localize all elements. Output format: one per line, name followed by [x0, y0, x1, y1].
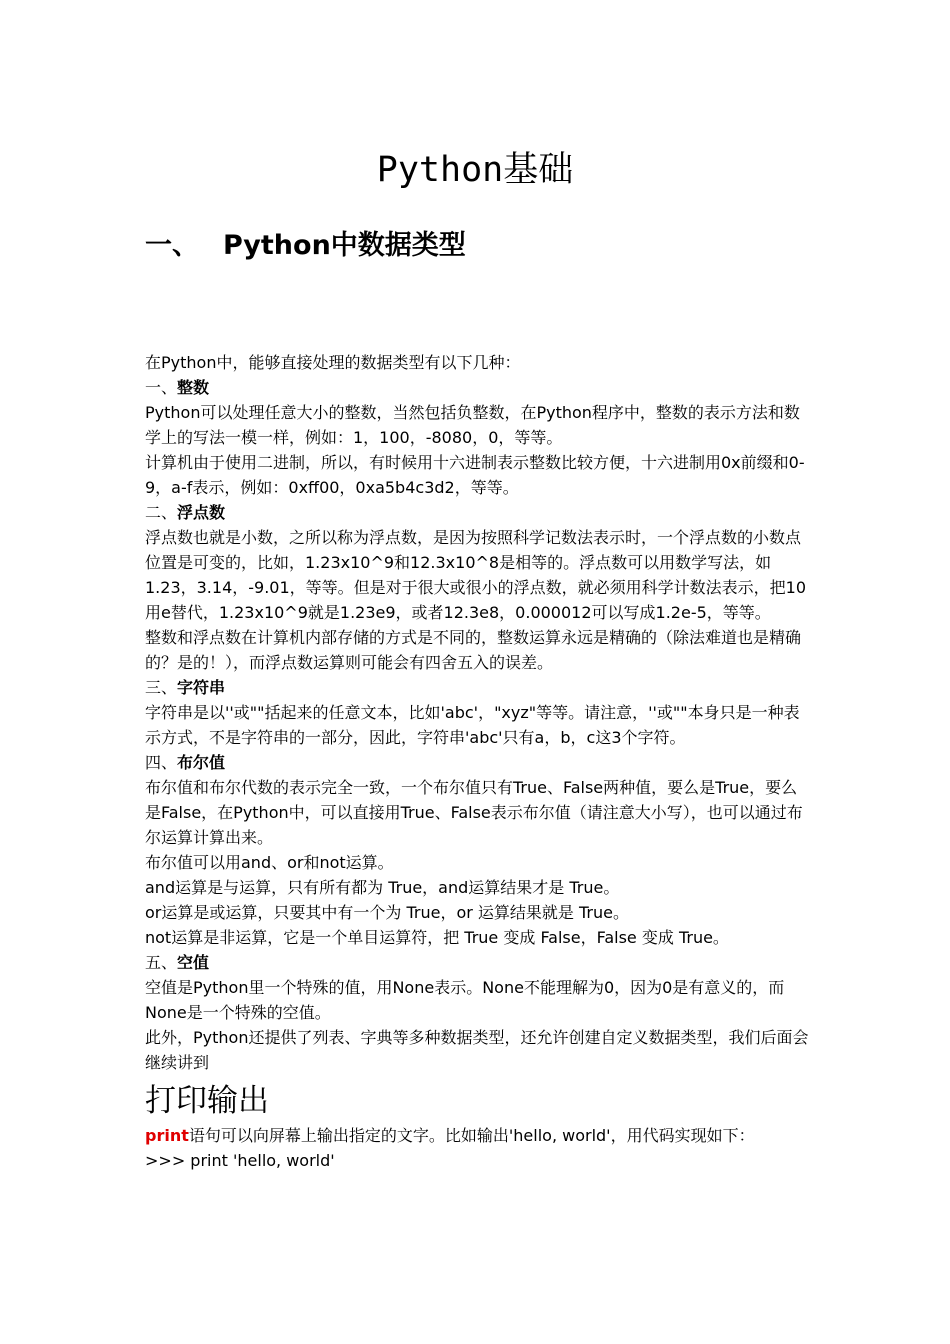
subsection-name: 空值 [177, 953, 210, 972]
paragraph: not运算是非运算，它是一个单目运算符，把 True 变成 False，False 变成 True。 [145, 928, 729, 947]
subsection-prefix: 五、 [145, 953, 178, 972]
paragraph: 此外，Python还提供了列表、字典等多种数据类型，还允许创建自定义数据类型，我们后面会继续讲到 [145, 1028, 809, 1072]
print-paragraph [145, 1123, 810, 1148]
print-description: 语句可以向屏幕上输出指定的文字。比如输出'hello, world'，用代码实现如下： [188, 1126, 755, 1145]
subsection-title-string [145, 675, 810, 700]
paragraph: and运算是与运算，只有所有都为 True，and运算结果才是 True。 [145, 878, 620, 897]
subsection-prefix: 一、 [145, 378, 178, 397]
paragraph: 布尔值和布尔代数的表示完全一致，一个布尔值只有True、False两种值，要么是True，要么是False，在Python中，可以直接用True、False表示布尔值（请注意大小写），也可以通过布尔运算计算出来。 [145, 778, 803, 847]
subsection-name: 浮点数 [177, 503, 226, 522]
subheading-print-output: 打印输出 [145, 1083, 269, 1119]
code-line: >>> print 'hello, world' [145, 1151, 335, 1170]
print-keyword: print [145, 1126, 189, 1145]
paragraph: 浮点数也就是小数，之所以称为浮点数，是因为按照科学记数法表示时，一个浮点数的小数点位置是可变的，比如，1.23x10^9和12.3x10^8是相等的。浮点数可以用数学写法，如1.23，3.14，-9.01，等等。但是对于很大或很小的浮点数，就必须用科学计数法表示，把10用e替代，1.23x10^9就是1.23e9，或者12.3e8，0.000012可以写成1.2e-5，等等。 [145, 528, 807, 622]
heading-number: 一、 [145, 230, 199, 261]
paragraph: Python可以处理任意大小的整数，当然包括负整数，在Python程序中，整数的表示方法和数学上的写法一模一样，例如：1，100，-8080，0，等等。 [145, 403, 800, 447]
paragraph: 计算机由于使用二进制，所以，有时候用十六进制表示整数比较方便，十六进制用0x前缀和0-9，a-f表示，例如：0xff00，0xa5b4c3d2，等等。 [145, 453, 805, 497]
heading-text: Python中数据类型 [223, 230, 466, 261]
document-body [145, 350, 810, 1173]
paragraph: 整数和浮点数在计算机内部存储的方式是不同的，整数运算永远是精确的（除法难道也是精确的？是的！），而浮点数运算则可能会有四舍五入的误差。 [145, 628, 802, 672]
subsection-prefix: 三、 [145, 678, 178, 697]
paragraph: 字符串是以''或""括起来的任意文本，比如'abc'，"xyz"等等。请注意，''或""本身只是一种表示方式，不是字符串的一部分，因此，字符串'abc'只有a，b，c这3个字符。 [145, 703, 800, 747]
section-heading [145, 226, 466, 266]
subsection-name: 字符串 [177, 678, 226, 697]
subsection-prefix: 二、 [145, 503, 178, 522]
subsection-title-float [145, 500, 810, 525]
subsection-title-none [145, 950, 810, 975]
paragraph: or运算是或运算，只要其中有一个为 True，or 运算结果就是 True。 [145, 903, 629, 922]
paragraph: 布尔值可以用and、or和not运算。 [145, 853, 394, 872]
subsection-prefix: 四、 [145, 753, 178, 772]
subsection-title-boolean [145, 750, 810, 775]
paragraph: 空值是Python里一个特殊的值，用None表示。None不能理解为0，因为0是有意义的，而None是一个特殊的空值。 [145, 978, 785, 1022]
subsection-title-integer [145, 375, 810, 400]
subsection-name: 整数 [177, 378, 210, 397]
intro-paragraph: 在Python中，能够直接处理的数据类型有以下几种： [145, 353, 521, 372]
subsection-name: 布尔值 [177, 753, 226, 772]
page-title: Python基础 [376, 150, 574, 190]
